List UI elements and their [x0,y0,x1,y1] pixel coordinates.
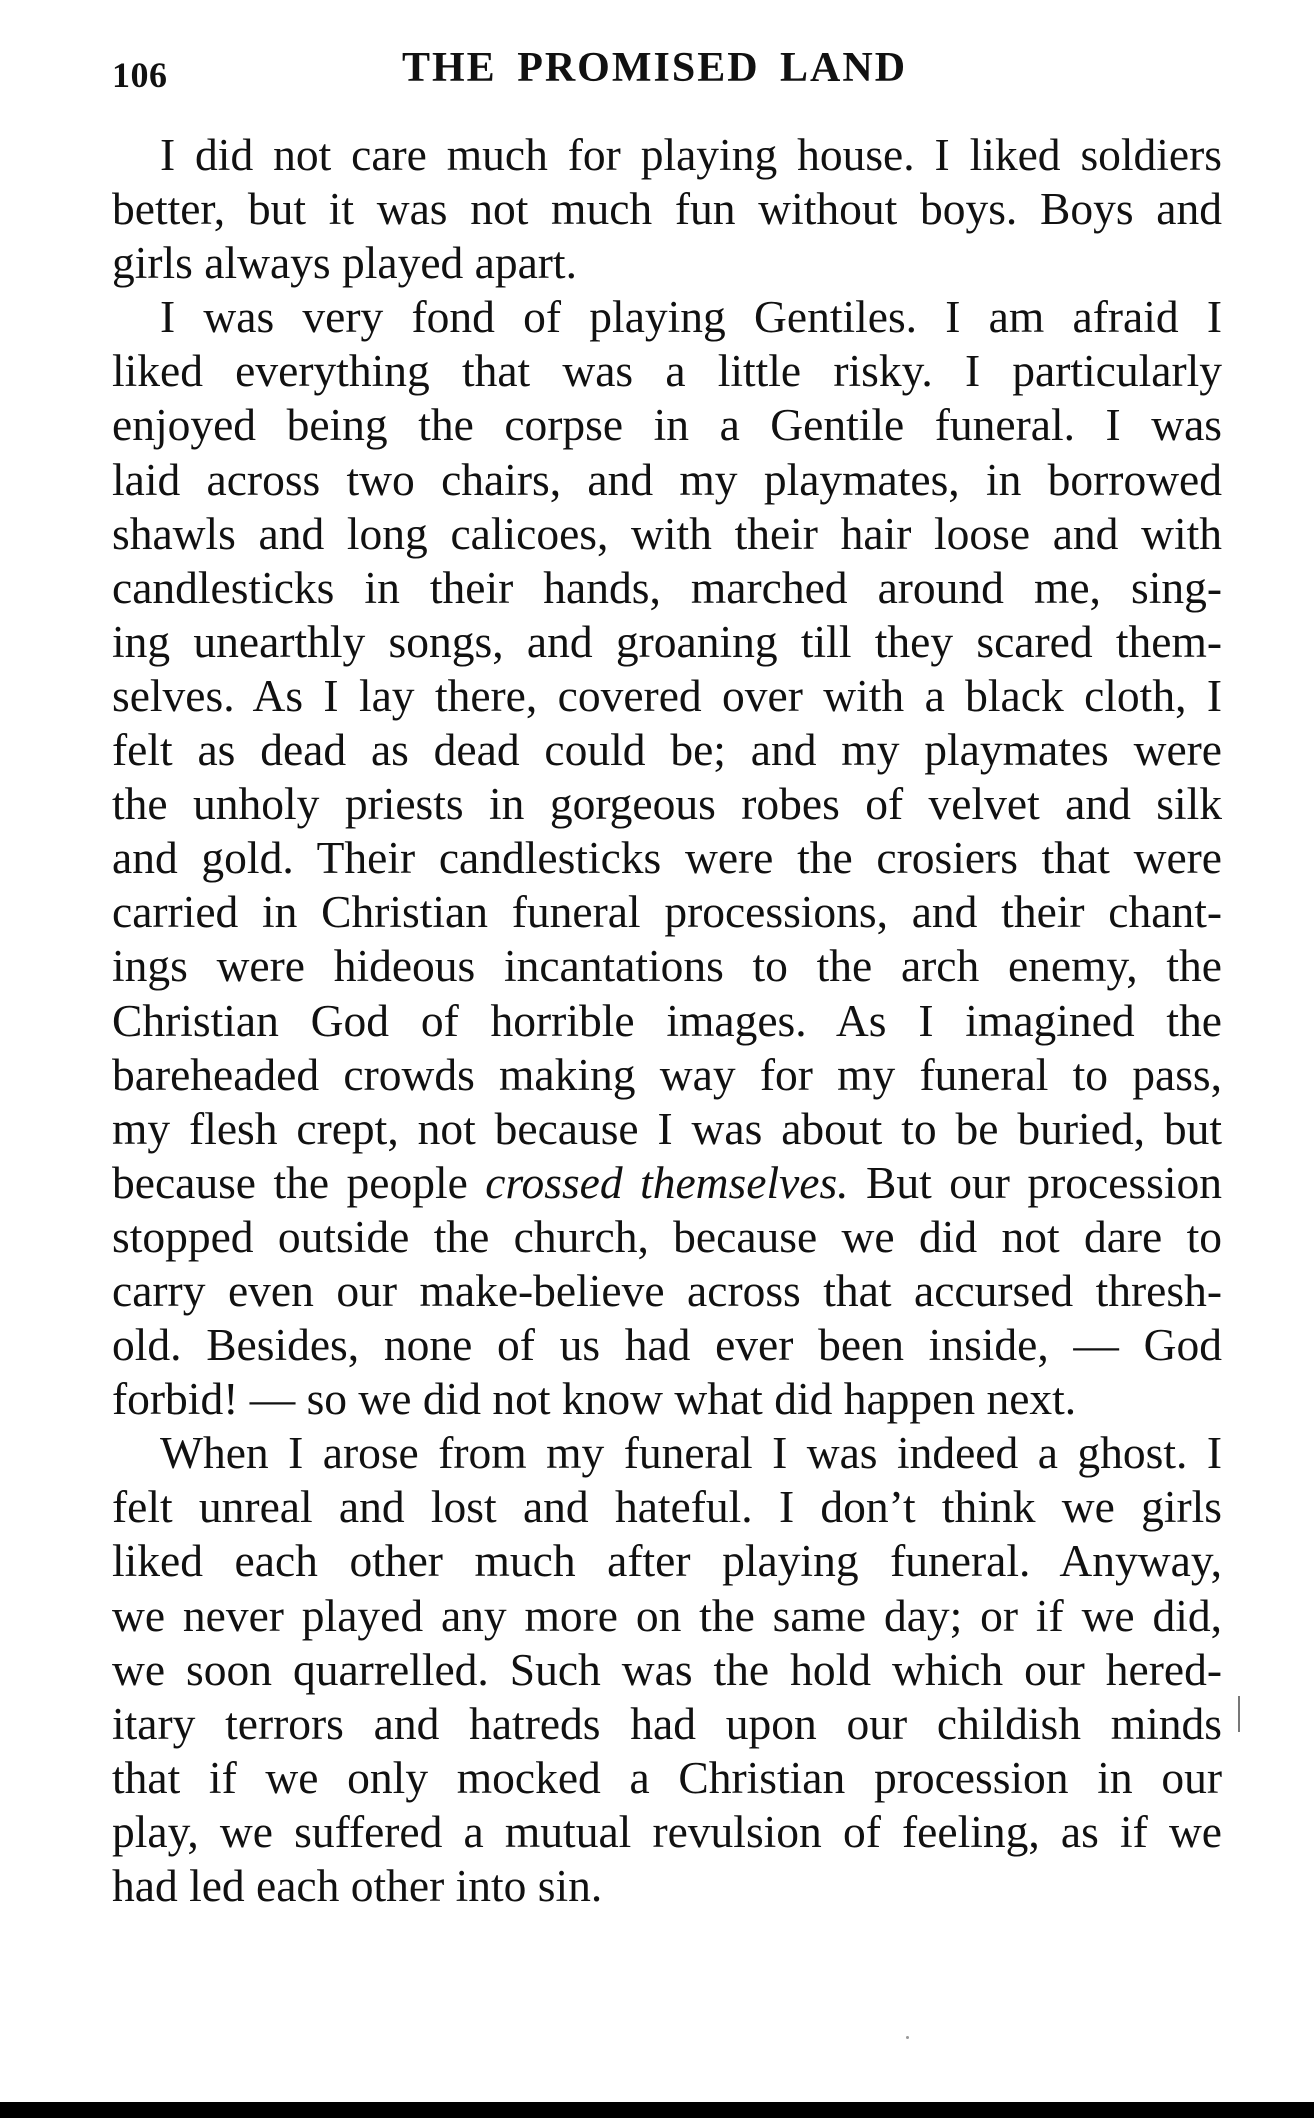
text-line: that if we only mocked a Christian procession in our [112,1751,1222,1803]
text-line: I was very fond of playing Gentiles. I am afraid I [160,291,1222,343]
text-line: girls always played apart. [112,237,577,289]
text-line: selves. As I lay there, covered over with a black cloth, I [112,669,1222,721]
text-line: stopped outside the church, because we did not dare to [112,1210,1222,1262]
text-line: we never played any more on the same day; or if we did, [112,1589,1222,1641]
text-line: I did not care much for playing house. I liked soldiers [160,129,1222,180]
text-line: ings were hideous incantations to the arch enemy, the [112,940,1222,992]
text-line: play, we suffered a mutual revulsion of feeling, as if we [112,1805,1222,1857]
text-line: and gold. Their candlesticks were the crosiers that were [112,832,1222,884]
text-line: enjoyed being the corpse in a Gentile funeral. I was [112,399,1222,451]
text-line: When I arose from my funeral I was indeed a ghost. I [160,1427,1222,1479]
text-line: forbid! — so we did not know what did happen next. [112,1373,1077,1425]
text-line: liked each other much after playing funeral. Anyway, [112,1535,1222,1587]
text-line: carry even our make-believe across that accursed thresh- [112,1264,1222,1316]
text-line: Christian God of horrible images. As I imagined the [112,994,1222,1046]
text-line: liked everything that was a little risky. I particularly [112,345,1222,397]
text-line: better, but it was not much fun without boys. Boys and [112,183,1222,235]
text-line: we soon quarrelled. Such was the hold which our hered- [112,1643,1222,1695]
text-line-with-italic [112,1156,1222,1210]
text-line: itary terrors and hatreds had upon our childish minds [112,1697,1222,1749]
text-line: had led each other into sin. [112,1860,603,1911]
text-line: carried in Christian funeral processions, and their chant- [112,886,1222,938]
text-line: shawls and long calicoes, with their hair loose and with [112,507,1222,559]
text-line: my flesh crept, not because I was about to be buried, but [112,1102,1222,1154]
running-title: THE PROMISED LAND [402,45,908,91]
page-header [112,40,1212,100]
text-line: felt unreal and lost and hateful. I don’t think we girls [112,1481,1222,1533]
text-line: old. Besides, none of us had ever been inside, — God [112,1319,1222,1371]
print-speck [906,2036,909,2039]
page-number: 106 [112,55,168,95]
text-fragment: because the people [112,1156,486,1208]
body-text [112,128,1222,1913]
italic-phrase: crossed themselves. [485,1156,849,1208]
text-line: ing unearthly songs, and groaning till they scared them- [112,615,1222,667]
scan-bottom-edge [0,2102,1314,2118]
text-line: the unholy priests in gorgeous robes of velvet and silk [112,778,1222,830]
text-line: bareheaded crowds making way for my funeral to pass, [112,1048,1222,1100]
text-line: laid across two chairs, and my playmates, in borrowed [112,453,1222,505]
text-line: candlesticks in their hands, marched around me, sing- [112,561,1222,613]
margin-mark [1238,1696,1240,1732]
text-fragment: But our procession [848,1156,1222,1208]
text-line: felt as dead as dead could be; and my playmates were [112,724,1222,776]
